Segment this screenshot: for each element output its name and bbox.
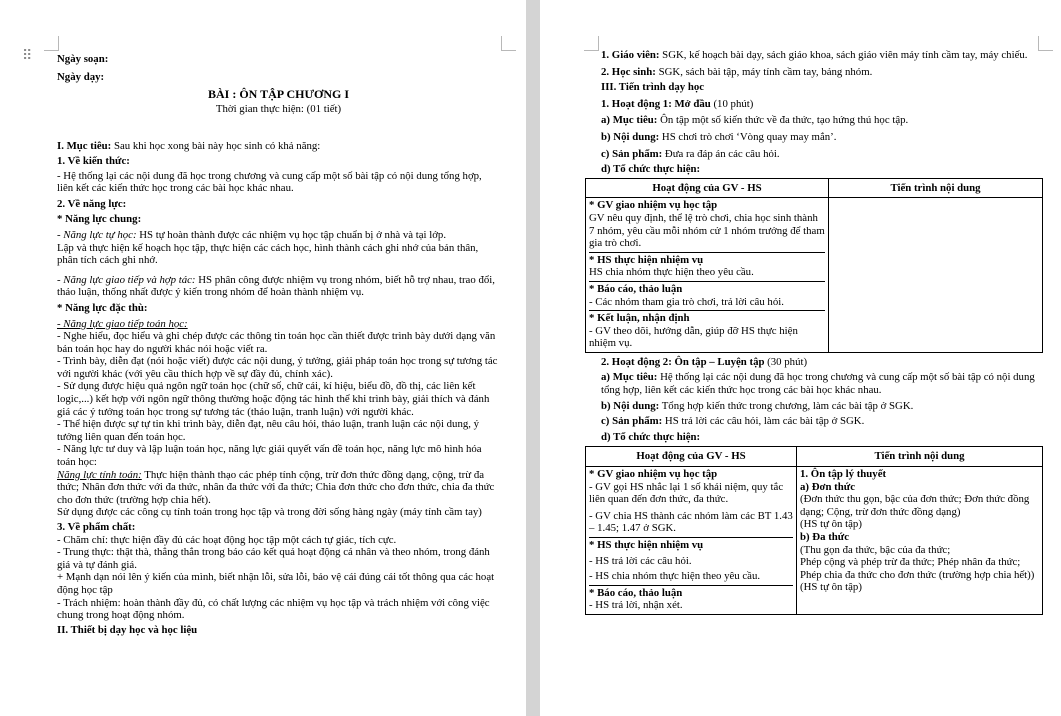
- document-page-1: [0, 0, 526, 716]
- pham-chat-1: - Chăm chỉ: thực hiện đầy đủ các hoạt động học tập một cách tự giác, tích cực.: [57, 533, 397, 546]
- nang-luc-gt-1: - Nghe hiểu, đọc hiểu và ghi chép được các thông tin toán học cần thiết được trình bày dưới dạng văn bản toán học hay do người khác nói hoặc viết ra.: [57, 330, 496, 355]
- table-row: [586, 467, 1043, 615]
- activity-table-2: [585, 446, 1043, 615]
- page1-content: [57, 53, 500, 636]
- margin-corner-mark: [584, 36, 599, 51]
- step-block: * GV giao nhiệm vụ học tập - GV gọi HS nhắc lại 1 số khái niệm, quy tắc liên quan đến đơn thức, đa thức. - GV chia HS thành các nhóm làm các BT 1.43 – 1.45; 1.47 ở SGK.: [589, 467, 793, 538]
- nang-luc-tu-hoc-2: Lập và thực hiện kế hoạch học tập, thực hiện các cách học, hình thành cách ghi nhớ của bản thân, phân tích cách ghi nhớ.: [57, 241, 479, 267]
- nang-luc-gt-3: - Sử dụng được hiệu quả ngôn ngữ toán học (chữ số, chữ cái, kí hiệu, biểu đồ, đồ thị, các liên kết logic,...) kết hợp với ngôn ngữ thông thường hoặc động tác hình thể khi trình bày, giải thích và đánh giá các ý tưởng toán học trong sự tương tác (thảo luận, tranh luận) với người khác.: [57, 380, 490, 418]
- hd2-to-chuc: d) Tổ chức thực hiện:: [601, 430, 701, 443]
- nang-luc-tu-hoc: - Năng lực tự học: HS tự hoàn thành được các nhiệm vụ học tập chuẩn bị ở nhà và tại lớp.: [57, 228, 447, 241]
- hd2-muc-tieu: a) Mục tiêu: Hệ thống lại các nội dung đã học trong chương và cung cấp một số bài tập có nội dung tổng hợp, liên kết các kiến thức học trong các bài học khác nhau.: [601, 371, 1035, 397]
- hd1-san-pham: c) Sản phẩm: Đưa ra đáp án các câu hỏi.: [601, 147, 780, 160]
- hoc-sinh: 2. Học sinh: SGK, sách bài tập, máy tính cầm tay, bảng nhóm.: [601, 65, 873, 78]
- nang-luc-gt-2: - Trình bày, diễn đạt (nói hoặc viết) được các nội dung, ý tưởng, giải pháp toán học trong sự tương tác với người khác (với yêu cầu thích hợp về sự đầy đủ, chính xác).: [57, 355, 498, 380]
- hd1-noi-dung: b) Nội dung: HS chơi trò chơi ‘Vòng quay may mắn’.: [601, 130, 837, 143]
- margin-corner-mark: [44, 36, 59, 51]
- tien-trinh-heading: III. Tiến trình dạy học: [601, 81, 705, 94]
- table-header-row: [586, 178, 1043, 198]
- step-block: * HS thực hiện nhiệm vụ HS chia nhóm thực hiện theo yêu cầu.: [589, 253, 825, 282]
- document-page-2: [540, 0, 1061, 716]
- hd2-san-pham: c) Sản phẩm: HS trả lời các câu hỏi, làm các bài tập ở SGK.: [601, 415, 865, 428]
- table-row: [586, 198, 1043, 353]
- muc-tieu: I. Mục tiêu: Sau khi học xong bài này học sinh có khả năng:: [57, 140, 321, 153]
- pham-chat-heading: 3. Về phẩm chất:: [57, 521, 136, 533]
- giao-vien: 1. Giáo viên: SGK, kế hoạch bài dạy, sách giáo khoa, sách giáo viên máy tính cầm tay, máy chiếu.: [601, 49, 1028, 61]
- step-block: * GV giao nhiệm vụ học tập GV nêu quy định, thể lệ trò chơi, chia học sinh thành 7 nhóm, yêu cầu mỗi nhóm cử 1 nhóm trưởng để tham gia trò chơi.: [589, 198, 825, 252]
- page2-content: [589, 49, 1043, 615]
- pham-chat-4: - Trách nhiệm: hoàn thành đầy đủ, có chất lượng các nhiệm vụ học tập và trách nhiệm với công việc chung trong hoạt động nhóm.: [57, 596, 490, 622]
- table-cell-content: [797, 467, 1043, 615]
- activity-table-1: [585, 178, 1043, 353]
- nang-luc-tu-duy: - Năng lực tư duy và lập luận toán học, năng lực giải quyết vấn đề toán học, năng lực mô hình hóa toán học:: [57, 443, 482, 469]
- step-block: * Kết luận, nhận định - GV theo dõi, hướng dẫn, giúp đỡ HS thực hiện nhiệm vụ.: [589, 312, 798, 350]
- drag-handle-icon[interactable]: ⠿: [22, 49, 32, 64]
- hoat-dong-2-heading: 2. Hoạt động 2: Ôn tập – Luyện tập (30 phút): [601, 355, 808, 368]
- table-header-row: [586, 447, 1043, 467]
- nang-luc-heading: 2. Về năng lực:: [57, 197, 127, 210]
- kien-thuc-heading: 1. Về kiến thức:: [57, 154, 130, 167]
- pham-chat-3: + Mạnh dạn nói lên ý kiến của mình, biết nhận lỗi, sửa lỗi, bảo vệ cái đúng cái tốt thông qua các hoạt động học tập: [57, 571, 495, 596]
- table-cell-activities: [586, 467, 797, 615]
- page-gap: [526, 0, 540, 716]
- nang-luc-tinh-toan: Năng lực tính toán: Thực hiện thành thạo các phép tính cộng, trừ đơn thức đồng dạng, cộng, trừ đa thức; Nhân đơn thức với đa thức, nhân đa thức với đa thức; Chia đơn thức cho đơn thức, chia đa thức cho đơn thức (trường hợp chia hết).: [57, 468, 495, 506]
- nang-luc-giao-tiep: - Năng lực giao tiếp và hợp tác: HS phân công được nhiệm vụ trong nhóm, biết hỗ trợ nhau, trao đổi, thảo luận, thống nhất được ý kiến trong nhóm để hoàn thành nhiệm vụ.: [57, 273, 495, 299]
- hd1-to-chuc: d) Tổ chức thực hiện:: [601, 163, 701, 176]
- don-thuc-heading: a) Đơn thức: [800, 480, 856, 493]
- hd1-muc-tieu: a) Mục tiêu: Ôn tập một số kiến thức về đa thức, tạo hứng thú học tập.: [601, 114, 909, 127]
- pham-chat-2: - Trung thực: thật thà, thẳng thắn trong báo cáo kết quả hoạt động cá nhân và theo nhóm, trong đánh giá và tự đánh giá.: [57, 546, 490, 571]
- lesson-title: BÀI : ÔN TẬP CHƯƠNG I: [207, 87, 349, 102]
- table-col-header: Tiến trình nội dung: [829, 178, 1043, 198]
- da-thuc-note: (HS tự ôn tập): [800, 581, 862, 594]
- ngay-soan: Ngày soạn:: [57, 53, 109, 65]
- nang-luc-chung-heading: * Năng lực chung:: [57, 213, 142, 226]
- don-thuc-text: (Đơn thức thu gọn, bậc của đơn thức; Đơn thức đồng dạng; Cộng, trừ đơn thức đồng dạng): [800, 493, 1030, 518]
- nang-luc-gt-4: - Thể hiện được sự tự tin khi trình bày, diễn đạt, nêu câu hỏi, thảo luận, tranh luận các nội dung, ý tưởng liên quan đến toán học.: [57, 418, 480, 443]
- lesson-duration: Thời gian thực hiện: (01 tiết): [215, 102, 342, 115]
- nang-luc-dac-thu-heading: * Năng lực đặc thù:: [57, 301, 148, 314]
- hd2-noi-dung: b) Nội dung: Tổng hợp kiến thức trong chương, làm các bài tập ở SGK.: [601, 399, 914, 412]
- hoat-dong-1-heading: 1. Hoạt động 1: Mở đầu (10 phút): [601, 97, 754, 110]
- thiet-bi-heading: II. Thiết bị dạy học và học liệu: [57, 623, 198, 636]
- da-thuc-heading: b) Đa thức: [800, 531, 850, 543]
- table-col-header: Hoạt động của GV - HS: [586, 178, 829, 198]
- margin-corner-mark: [501, 36, 516, 51]
- step-block: * Báo cáo, thảo luận - Các nhóm tham gia trò chơi, trả lời câu hỏi.: [589, 282, 825, 311]
- kien-thuc-text: - Hệ thống lại các nội dung đã học trong chương và cung cấp một số bài tập có nội dung tổng hợp, liên kết các kiến thức học trong các bài học khác nhau.: [57, 169, 482, 195]
- ngay-day: Ngày dạy:: [57, 70, 105, 83]
- table-cell-content: [829, 198, 1043, 353]
- step-block: * Báo cáo, thảo luận - HS trả lời, nhận xét.: [589, 586, 683, 612]
- nang-luc-giao-tiep-toan: - Năng lực giao tiếp toán học:: [57, 317, 188, 330]
- step-block: * HS thực hiện nhiệm vụ - HS trả lời các câu hỏi. - HS chia nhóm thực hiện theo yêu cầu.: [589, 538, 793, 586]
- da-thuc-text-2: Phép cộng và phép trừ đa thức; Phép nhân đa thức; Phép chia đa thức cho đơn thức (trường hợp chia hết)): [800, 556, 1035, 581]
- table-col-header: Tiến trình nội dung: [797, 447, 1043, 467]
- don-thuc-note: (HS tự ôn tập): [800, 518, 862, 531]
- table-col-header: Hoạt động của GV - HS: [586, 447, 797, 467]
- table-cell-activities: [586, 198, 829, 353]
- nang-luc-su-dung: Sử dụng được các công cụ tính toán trong học tập và trong đời sống hàng ngày (máy tính cầm tay): [57, 506, 482, 519]
- on-tap-ly-thuyet: 1. Ôn tập lý thuyết: [800, 468, 887, 481]
- da-thuc-text: (Thu gọn đa thức, bậc của đa thức;: [800, 543, 951, 556]
